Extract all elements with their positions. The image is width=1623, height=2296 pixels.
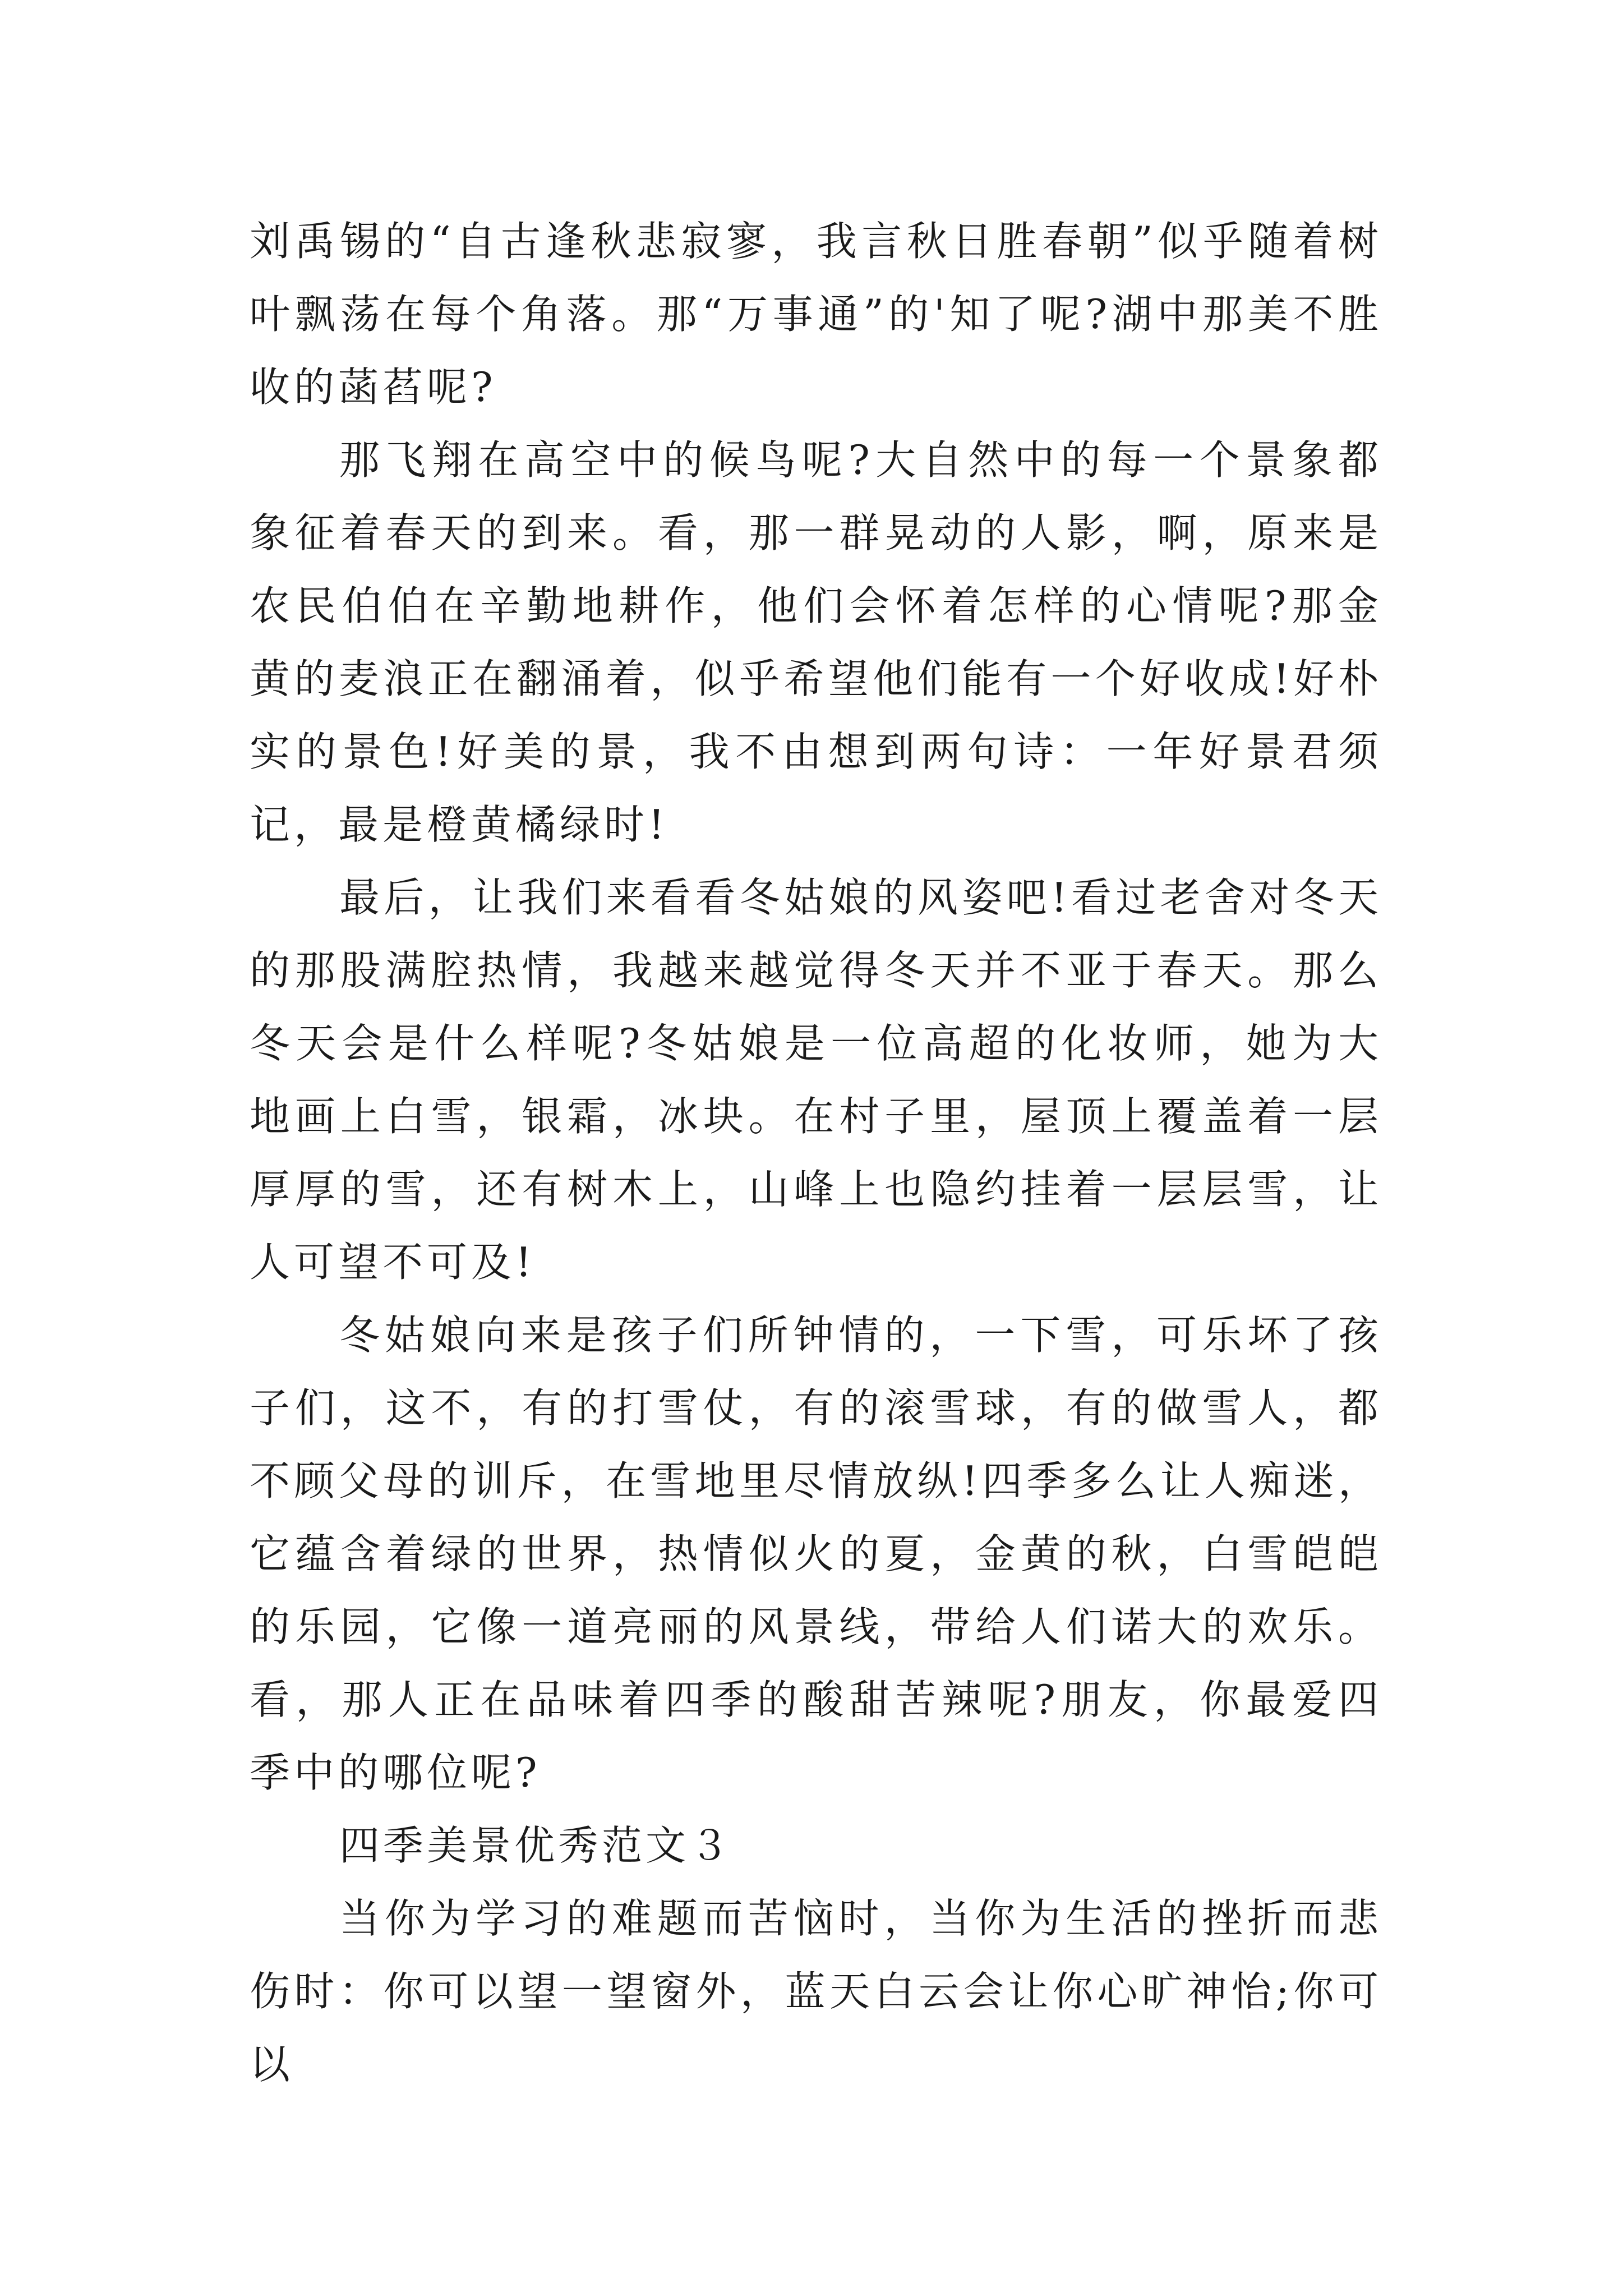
document-body [250,205,1382,2101]
paragraph-essay-3-opening: 当你为学习的难题而苦恼时，当你为生活的挫折而悲伤时：你可以望一望窗外，蓝天白云会让你心旷神怡;你可以 [250,1895,1382,2088]
paragraph-spring-scene: 那飞翔在高空中的候鸟呢?大自然中的每一个景象都象征着春天的到来。看，那一群晃动的人影，啊，原来是农民伯伯在辛勤地耕作，他们会怀着怎样的心情呢?那金黄的麦浪正在翻涌着，似乎希望他们能有一个好收成!好朴实的景色!好美的景，我不由想到两句诗：一年好景君须记，最是橙黄橘绿时! [250,436,1382,848]
section-heading: 四季美景优秀范文３ [339,1822,734,1869]
paragraph-winter-children: 冬姑娘向来是孩子们所钟情的，一下雪，可乐坏了孩子们，这不，有的打雪仗，有的滚雪球，有的做雪人，都不顾父母的训斥，在雪地里尽情放纵!四季多么让人痴迷，它蕴含着绿的世界，热情似火的夏，金黄的秋，白雪皑皑的乐园，它像一道亮丽的风景线，带给人们诺大的欢乐。看，那人正在品味着四季的酸甜苦辣呢?朋友，你最爱四季中的哪位呢? [250,1312,1382,1796]
paragraph-liu-yuxi-quote: 刘禹锡的“自古逢秋悲寂寥，我言秋日胜春朝”似乎随着树叶飘荡在每个角落。那“万事通”的'知了呢?湖中那美不胜收的菡萏呢? [250,218,1382,411]
paragraph-winter-scene: 最后，让我们来看看冬姑娘的风姿吧!看过老舍对冬天的那股满腔热情，我越来越觉得冬天并不亚于春天。那么冬天会是什么样呢?冬姑娘是一位高超的化妆师，她为大地画上白雪，银霜，冰块。在村子里，屋顶上覆盖着一层厚厚的雪，还有树木上，山峰上也隐约挂着一层层雪，让人可望不可及! [250,874,1382,1286]
